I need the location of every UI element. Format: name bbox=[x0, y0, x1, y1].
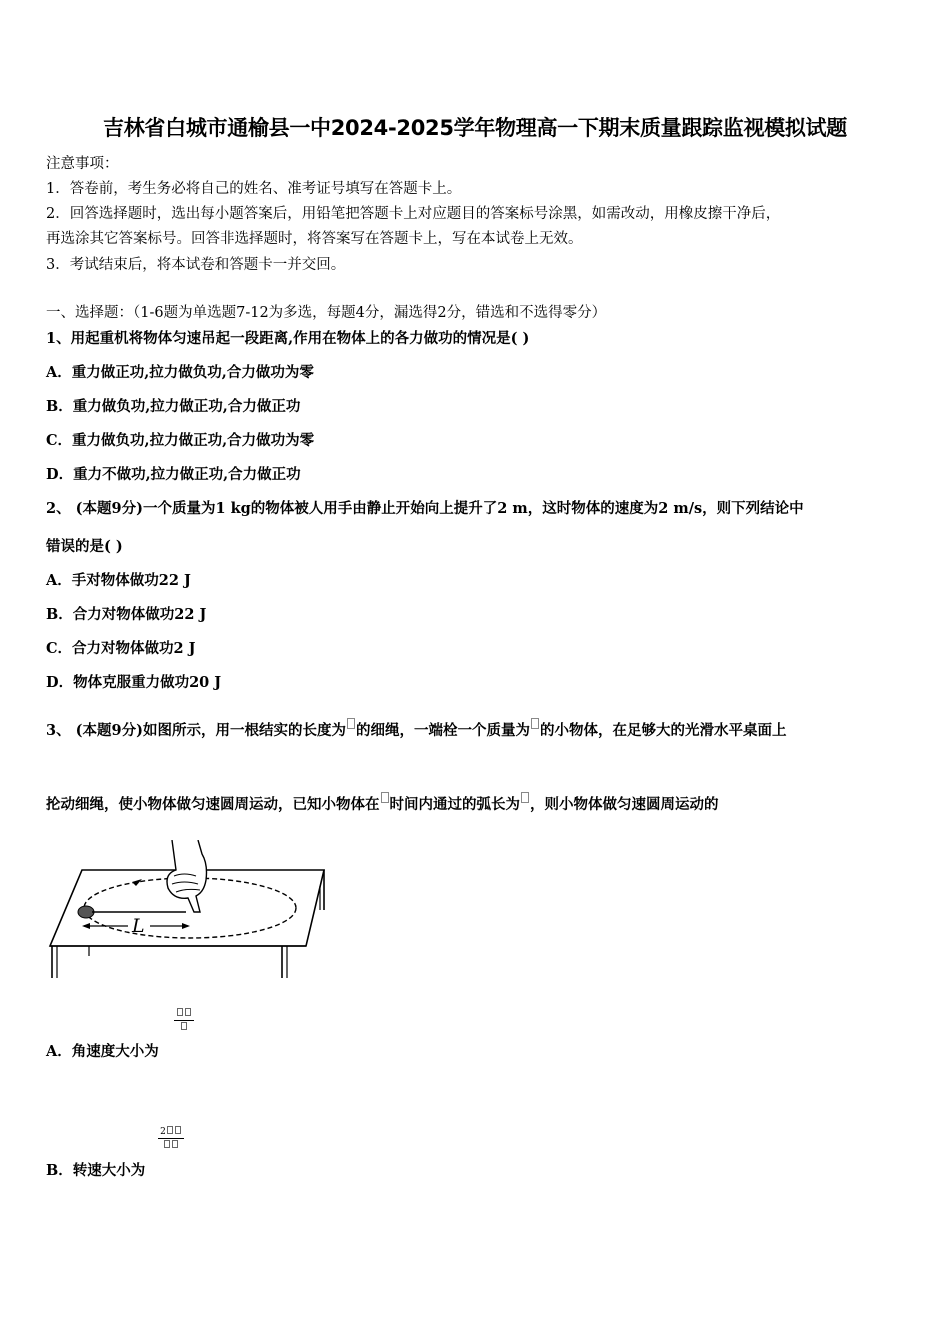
fraction-denominator bbox=[174, 1022, 194, 1033]
question-1-stem: 1、用起重机将物体匀速吊起一段距离,作用在物体上的各力做功的情况是( ) bbox=[46, 330, 530, 347]
notice-heading: 注意事项： bbox=[46, 156, 119, 172]
small-object bbox=[78, 906, 94, 918]
notice-item: 3．考试结束后，将本试卷和答题卡一并交回。 bbox=[46, 257, 346, 273]
fraction-b bbox=[158, 1126, 184, 1151]
question-2-stem: 2、 (本题9分)一个质量为1 kg的物体被人用手由静止开始向上提升了2 m，这时物体的速度为2 m/s，则下列结论中 bbox=[46, 500, 804, 517]
question-3-option-b: B．转速大小为 bbox=[46, 1162, 146, 1179]
question-2-option-d: D．物体克服重力做功20 J bbox=[46, 674, 222, 691]
question-3-stem: 3、 (本题9分)如图所示，用一根结实的长度为 的细绳，一端栓一个质量为 的小物体，在足够大的光滑水平桌面上 bbox=[46, 718, 786, 740]
formula-placeholder-icon bbox=[381, 792, 389, 803]
question-2-stem-cont: 错误的是( ) bbox=[46, 538, 123, 555]
fraction-denominator bbox=[158, 1140, 184, 1151]
question-2-option-a: A．手对物体做功22 J bbox=[46, 572, 191, 589]
fraction-numerator bbox=[174, 1008, 194, 1019]
page-title: 吉林省白城市通榆县一中2024-2025学年物理高一下期末质量跟踪监视模拟试题 bbox=[103, 116, 847, 140]
section-heading: 一、选择题：（1-6题为单选题7-12为多选，每题4分，漏选得2分，错选和不选得零分） bbox=[46, 305, 607, 321]
question-3-option-a: A．角速度大小为 bbox=[46, 1043, 159, 1060]
fraction-a bbox=[174, 1008, 194, 1033]
question-1-option-c: C．重力做负功,拉力做正功,合力做功为零 bbox=[46, 432, 315, 449]
formula-placeholder-icon bbox=[531, 718, 539, 729]
notice-item: 2．回答选择题时，选出每小题答案后，用铅笔把答题卡上对应题目的答案标号涂黑，如需改动，用橡皮擦干净后， bbox=[46, 206, 781, 222]
formula-placeholder-icon bbox=[347, 718, 355, 729]
length-label: L bbox=[132, 915, 145, 937]
question-3-stem-cont: 抡动细绳，使小物体做匀速圆周运动，已知小物体在 时间内通过的弧长为 ，则小物体做匀速圆周运动的 bbox=[46, 792, 719, 814]
direction-arrow-icon bbox=[132, 879, 142, 886]
question-1-option-b: B．重力做负功,拉力做正功,合力做正功 bbox=[46, 398, 301, 415]
question-1-option-d: D．重力不做功,拉力做正功,合力做正功 bbox=[46, 466, 301, 483]
fraction-numerator: 2 bbox=[158, 1126, 184, 1137]
circular-motion-figure bbox=[44, 840, 334, 985]
question-1-option-a: A．重力做正功,拉力做负功,合力做功为零 bbox=[46, 364, 314, 381]
hand-icon bbox=[167, 840, 207, 912]
dimension-arrow-icon bbox=[182, 923, 190, 929]
formula-placeholder-icon bbox=[521, 792, 529, 803]
notice-item: 1．答卷前，考生务必将自己的姓名、准考证号填写在答题卡上。 bbox=[46, 181, 462, 197]
question-2-option-c: C．合力对物体做功2 J bbox=[46, 640, 196, 657]
notice-item: 再选涂其它答案标号。回答非选择题时，将答案写在答题卡上，写在本试卷上无效。 bbox=[46, 231, 583, 247]
dimension-arrow-icon bbox=[82, 923, 90, 929]
question-2-option-b: B．合力对物体做功22 J bbox=[46, 606, 207, 623]
